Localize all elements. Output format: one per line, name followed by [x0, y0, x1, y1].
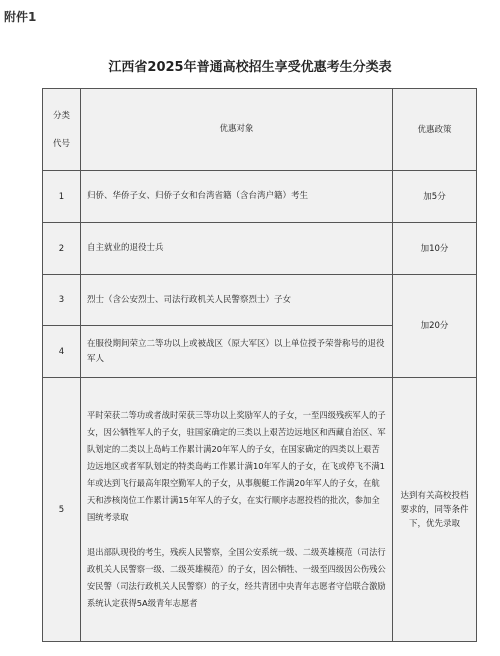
table-row — [43, 171, 477, 223]
row-object — [81, 378, 393, 642]
table-header-row — [43, 89, 477, 171]
row-object: 自主就业的退役士兵 — [81, 223, 393, 275]
table-row — [43, 378, 477, 642]
row-policy: 加20分 — [393, 275, 477, 378]
table-row — [43, 223, 477, 275]
row-code: 5 — [43, 378, 81, 642]
policy-text: 达到有关高校投档要求的，同等条件下，优先录取 — [400, 490, 469, 529]
row-code: 2 — [43, 223, 81, 275]
header-policy: 优惠政策 — [393, 89, 477, 171]
header-code-line1: 分类 — [52, 110, 70, 121]
document-title: 江西省2025年普通高校招生享受优惠考生分类表 — [108, 60, 392, 75]
row-code: 3 — [43, 275, 81, 326]
row-policy: 加10分 — [393, 223, 477, 275]
annex-label: 附件1 — [4, 10, 37, 24]
row-code: 1 — [43, 171, 81, 223]
object-paragraph: 退出部队现役的考生，残疾人民警察，全国公安系统一级、二级英雄模范（司法行政机关人民警察一级、二级英雄模范）的子女，因公牺牲、一级至四级因公伤残公安民警（司法行政机关人民警察）的子女，经共青团中央青年志愿者守信联合激励系统认定获得5A级青年志愿者 — [87, 547, 386, 608]
category-table — [42, 88, 477, 642]
row-object: 烈士（含公安烈士、司法行政机关人民警察烈士）子女 — [81, 275, 393, 326]
table-row — [43, 275, 477, 326]
header-object: 优惠对象 — [81, 89, 393, 171]
row-policy: 加5分 — [393, 171, 477, 223]
row-object: 归侨、华侨子女、归侨子女和台湾省籍（含台湾户籍）考生 — [81, 171, 393, 223]
row-object: 在服役期间荣立二等功以上或被战区（原大军区）以上单位授予荣誉称号的退役军人 — [81, 326, 393, 378]
row-policy — [393, 378, 477, 642]
header-code — [43, 89, 81, 171]
row-code: 4 — [43, 326, 81, 378]
header-code-line2: 代号 — [52, 138, 70, 149]
object-paragraph: 平时荣获二等功或者战时荣获三等功以上奖励军人的子女，一至四级残疾军人的子女，因公牺牲军人的子女，驻国家确定的三类以上艰苦边远地区和西藏自治区、军队划定的二类以上岛屿工作累计满20年军人的子女，在国家确定的四类以上艰苦边远地区或者军队划定的特类岛屿工作累计满10年军人的子女，在飞或停飞不满1年或达到飞行最高年限空勤军人的子女，从事舰艇工作满20年军人的子女，在航天和涉核岗位工作累计满15年军人的子女，在实行顺序志愿投档的批次，参加全国统考录取 — [87, 410, 386, 522]
